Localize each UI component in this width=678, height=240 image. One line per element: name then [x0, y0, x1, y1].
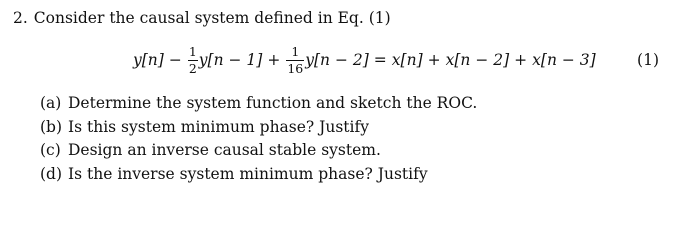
fraction-one-sixteenth: [286, 45, 304, 74]
term-y-n-minus-2: y[n − 2]: [305, 51, 369, 69]
term-x-n-minus-2: x[n − 2]: [445, 51, 510, 69]
minus-operator: −: [168, 51, 182, 69]
fraction-denominator: 16: [287, 60, 304, 76]
sub-question-text: Design an inverse causal stable system.: [68, 141, 381, 159]
problem-statement: Consider the causal system defined in Eq. (1): [33, 9, 391, 27]
sub-question-letter: (c): [40, 141, 61, 159]
sub-question-a: [40, 93, 477, 117]
fraction-numerator: 1: [291, 44, 300, 60]
sub-question-text: Determine the system function and sketch the ROC.: [68, 94, 478, 112]
term-y-n-minus-1: y[n − 1]: [198, 51, 263, 69]
equation-number: (1): [637, 51, 659, 69]
difference-equation: [133, 36, 596, 84]
fraction-one-half: [188, 45, 198, 74]
plus-operator: +: [267, 51, 281, 69]
sub-question-text: Is this system minimum phase? Justify: [68, 117, 369, 136]
fraction-denominator: 2: [188, 60, 197, 76]
sub-question-letter: (d): [40, 164, 63, 183]
plus-operator: +: [514, 51, 528, 69]
sub-question-letter: (b): [40, 117, 63, 136]
sub-question-letter: (a): [40, 94, 62, 112]
sub-question-b: [40, 117, 477, 141]
term-x-n-minus-3: x[n − 3]: [532, 51, 596, 69]
fraction-numerator: 1: [188, 44, 197, 60]
sub-question-c: [40, 140, 477, 164]
equals-sign: =: [373, 51, 387, 69]
term-x-n: x[n]: [391, 51, 423, 69]
sub-question-d: [40, 164, 477, 188]
plus-operator: +: [427, 51, 441, 69]
term-y-n: y[n]: [133, 51, 164, 69]
problem-heading: [13, 9, 391, 27]
sub-question-text: Is the inverse system minimum phase? Justify: [68, 164, 428, 183]
problem-number: 2.: [13, 9, 28, 27]
sub-questions: [40, 93, 477, 187]
